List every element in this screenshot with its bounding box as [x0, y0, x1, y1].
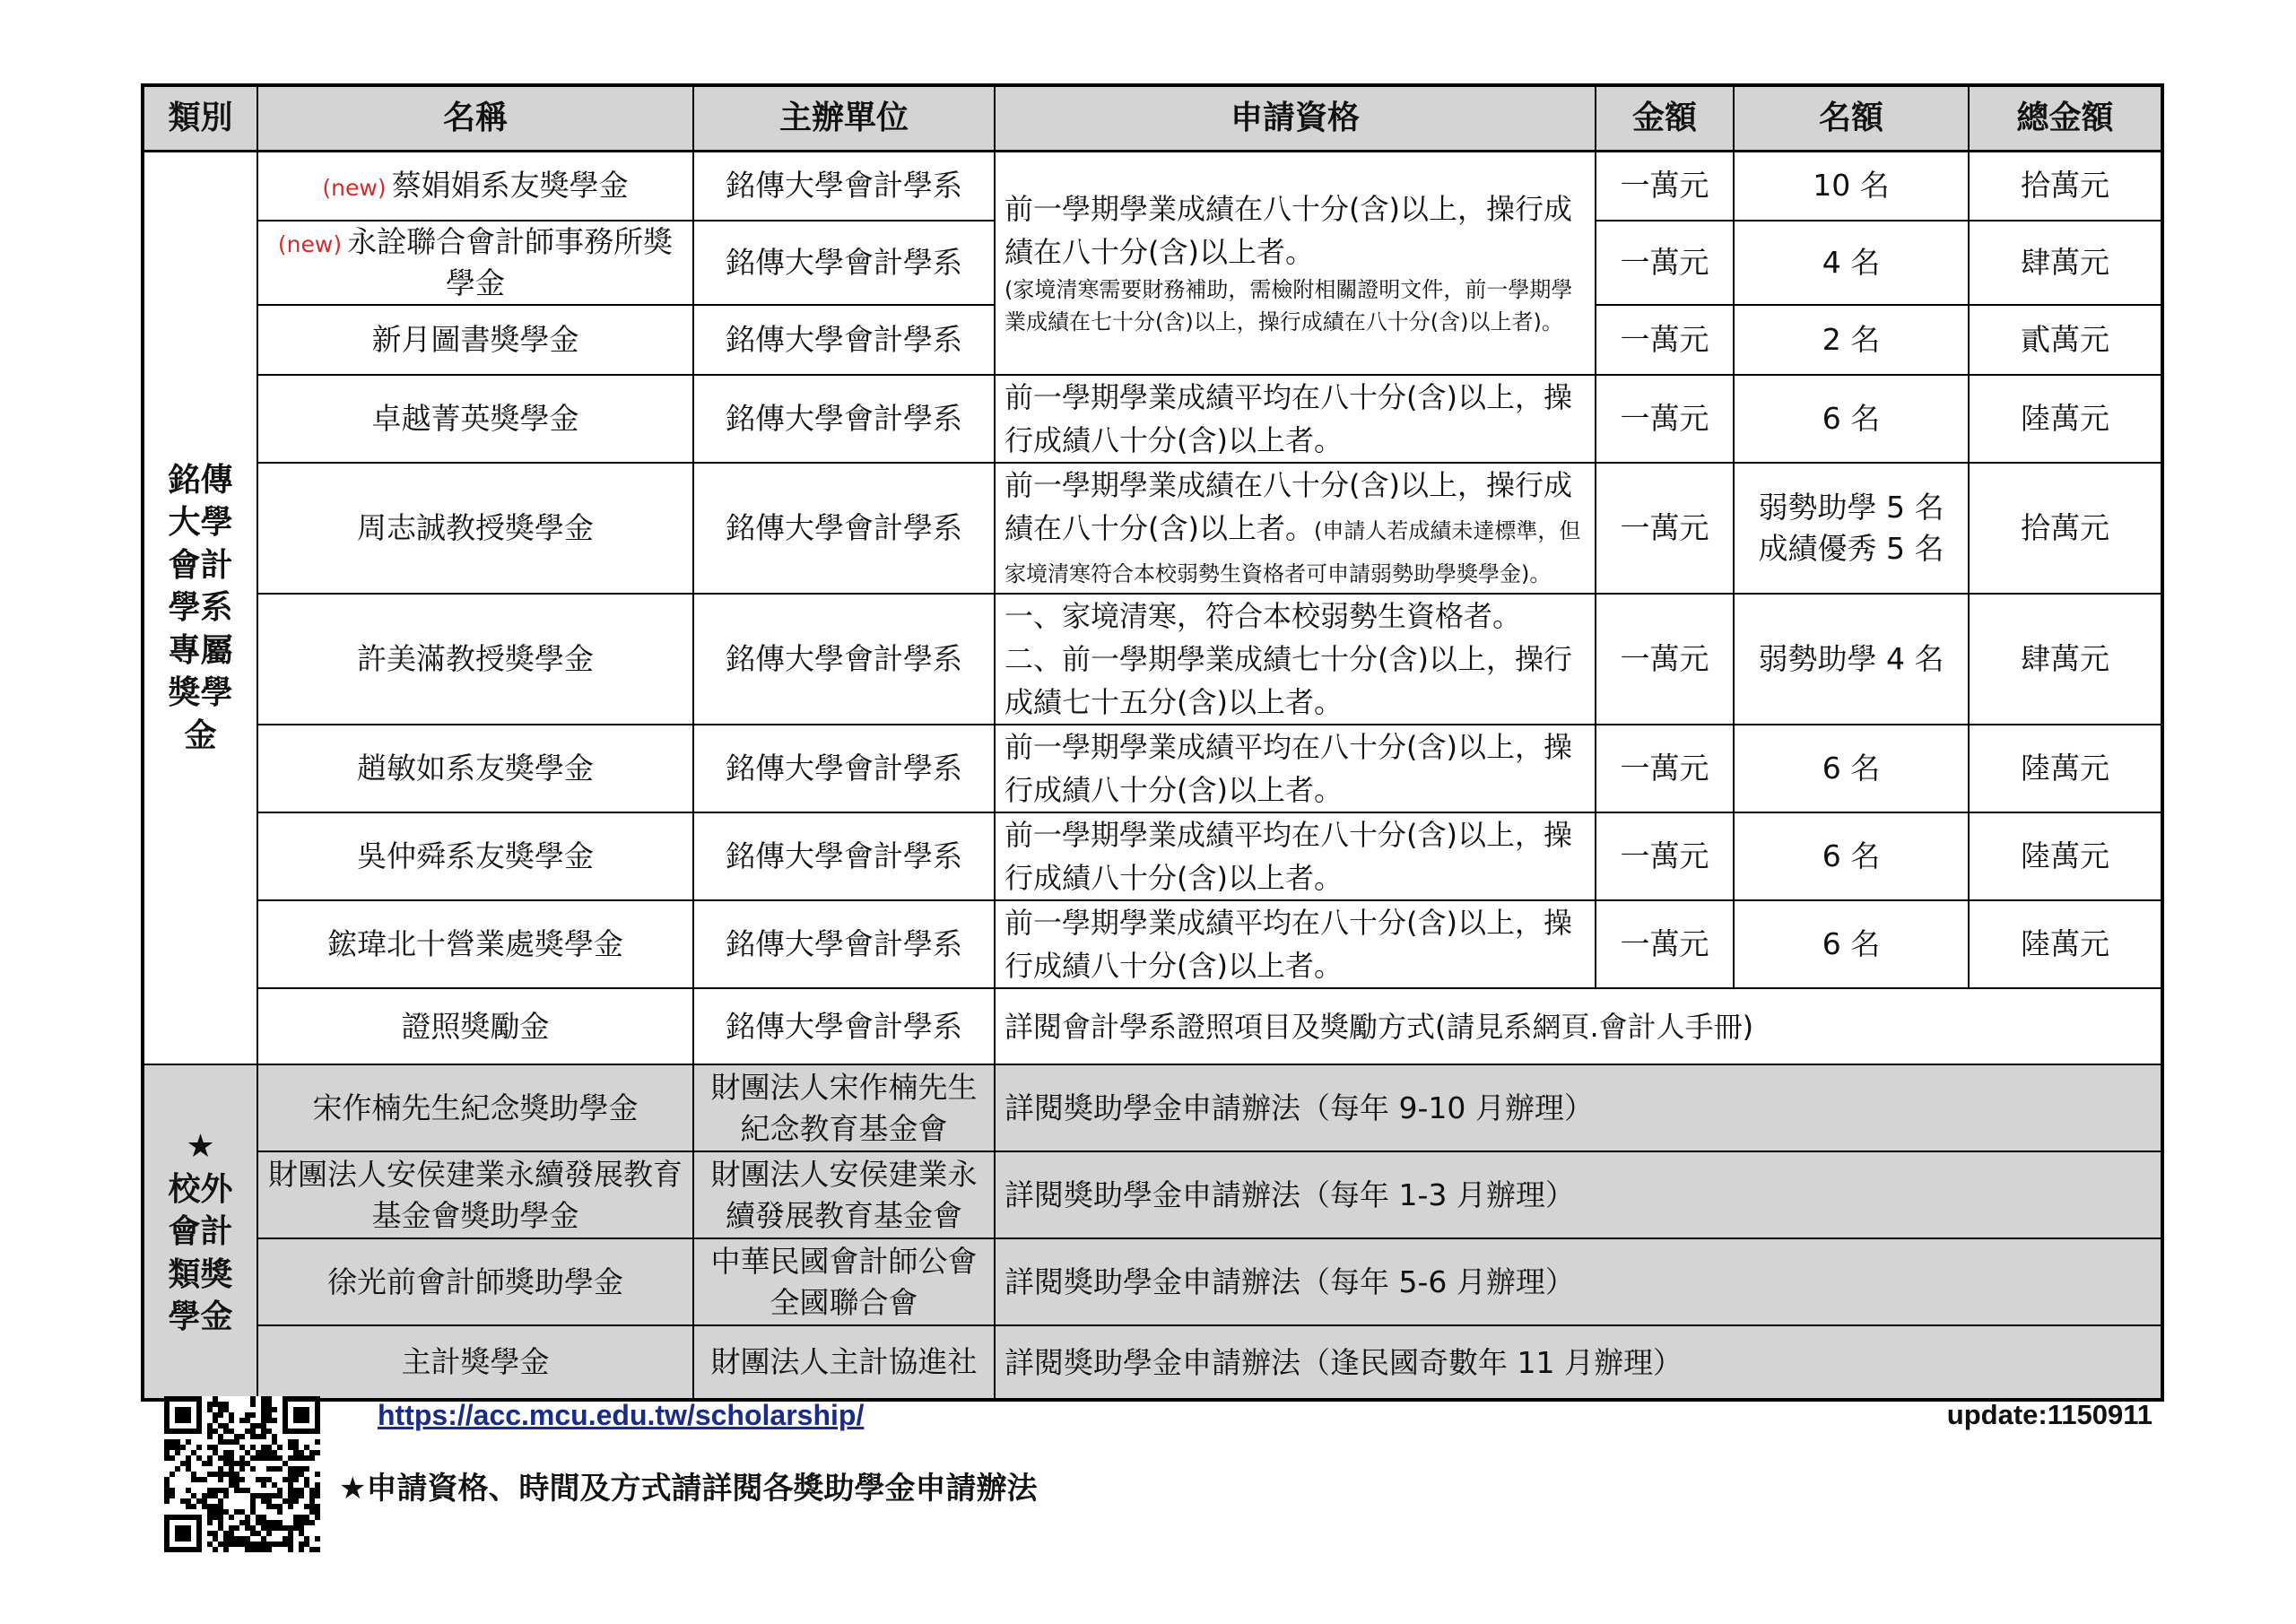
qualification-line: 二、前一學期學業成績七十分(含)以上，操行成績七十五分(含)以上者。 — [1004, 642, 1572, 720]
scholarship-name: 鋐瑋北十營業處獎學金 — [257, 900, 693, 988]
qualification-text: 前一學期學業成績在八十分(含)以上，操行成績在八十分(含)以上者。 — [1004, 192, 1572, 270]
header-quota: 名額 — [1734, 85, 1969, 151]
organizer-cell: 銘傳大學會計學系 — [693, 221, 995, 305]
quota-cell: 6 名 — [1734, 375, 1969, 463]
header-qualification: 申請資格 — [995, 85, 1596, 151]
qualification-text: 前一學期學業成績在八十分(含)以上，操行成績在八十分(含)以上者。 — [1004, 468, 1572, 546]
quota-cell — [1734, 463, 1969, 594]
amount-cell: 一萬元 — [1596, 375, 1734, 463]
scholarship-name: 許美滿教授獎學金 — [257, 594, 693, 725]
organizer-cell: 財團法人主計協進社 — [693, 1325, 995, 1400]
amount-cell: 一萬元 — [1596, 594, 1734, 725]
quota-line: 成績優秀 5 名 — [1758, 531, 1944, 567]
total-cell: 陸萬元 — [1969, 812, 2162, 900]
qualification-cell: 前一學期學業成績平均在八十分(含)以上，操行成績八十分(含)以上者。 — [995, 812, 1596, 900]
table-row — [143, 1064, 2162, 1151]
quota-cell: 10 名 — [1734, 151, 1969, 221]
scholarship-name: 證照獎勵金 — [257, 988, 693, 1064]
category-internal: 銘傳大學會計學系專屬獎學金 — [143, 151, 257, 1064]
total-cell: 陸萬元 — [1969, 375, 2162, 463]
table-row — [143, 988, 2162, 1064]
qualification-cell: 詳閱獎助學金申請辦法（每年 1-3 月辦理） — [995, 1151, 2162, 1238]
organizer-cell: 銘傳大學會計學系 — [693, 725, 995, 812]
organizer-cell: 財團法人安侯建業永續發展教育基金會 — [693, 1151, 995, 1238]
amount-cell: 一萬元 — [1596, 305, 1734, 375]
amount-cell: 一萬元 — [1596, 725, 1734, 812]
qualification-cell: 前一學期學業成績平均在八十分(含)以上，操行成績八十分(含)以上者。 — [995, 375, 1596, 463]
scholarship-name: 主計獎學金 — [257, 1325, 693, 1400]
quota-cell: 6 名 — [1734, 900, 1969, 988]
scholarship-name: 徐光前會計師獎助學金 — [257, 1238, 693, 1325]
total-cell: 陸萬元 — [1969, 725, 2162, 812]
scholarship-name: 吳仲舜系友獎學金 — [257, 812, 693, 900]
qualification-cell: 詳閱會計學系證照項目及獎勵方式(請見系網頁.會計人手冊) — [995, 988, 2162, 1064]
scholarship-name: 財團法人安侯建業永續發展教育基金會獎助學金 — [257, 1151, 693, 1238]
quota-line: 弱勢助學 5 名 — [1758, 490, 1944, 525]
table-row — [143, 1238, 2162, 1325]
qualification-cell: 詳閱獎助學金申請辦法（每年 5-6 月辦理） — [995, 1238, 2162, 1325]
scholarship-link[interactable]: https://acc.mcu.edu.tw/scholarship/ — [378, 1399, 865, 1431]
header-amount: 金額 — [1596, 85, 1734, 151]
total-cell: 肆萬元 — [1969, 221, 2162, 305]
scholarship-name: (new) 永詮聯合會計師事務所獎學金 — [257, 221, 693, 305]
table-row — [143, 900, 2162, 988]
organizer-cell: 中華民國會計師公會全國聯合會 — [693, 1238, 995, 1325]
qualification-line: 一、家境清寒，符合本校弱勢生資格者。 — [1004, 599, 1522, 634]
qualification-cell: 詳閱獎助學金申請辦法（逢民國奇數年 11 月辦理） — [995, 1325, 2162, 1400]
organizer-cell: 銘傳大學會計學系 — [693, 594, 995, 725]
header-row — [143, 85, 2162, 151]
amount-cell: 一萬元 — [1596, 463, 1734, 594]
quota-cell: 6 名 — [1734, 725, 1969, 812]
category-external: ★ 校外會計類獎學金 — [143, 1064, 257, 1400]
scholarship-name: 新月圖書獎學金 — [257, 305, 693, 375]
total-cell: 陸萬元 — [1969, 900, 2162, 988]
table-row — [143, 812, 2162, 900]
table-row — [143, 1325, 2162, 1400]
quota-cell: 4 名 — [1734, 221, 1969, 305]
qualification-cell — [995, 594, 1596, 725]
scholarship-table — [141, 83, 2164, 1402]
new-badge: (new) — [277, 231, 343, 257]
header-category: 類別 — [143, 85, 257, 151]
shared-qualification-cell — [995, 151, 1596, 375]
new-badge: (new) — [322, 175, 387, 202]
scholarship-name: 趙敏如系友獎學金 — [257, 725, 693, 812]
total-cell: 拾萬元 — [1969, 463, 2162, 594]
footnote: ★申請資格、時間及方式請詳閱各獎助學金申請辦法 — [339, 1471, 1038, 1507]
quota-cell: 2 名 — [1734, 305, 1969, 375]
amount-cell: 一萬元 — [1596, 812, 1734, 900]
scholarship-name: (new) 蔡娟娟系友獎學金 — [257, 151, 693, 221]
organizer-cell: 銘傳大學會計學系 — [693, 900, 995, 988]
total-cell: 肆萬元 — [1969, 594, 2162, 725]
table-row — [143, 594, 2162, 725]
table-row — [143, 725, 2162, 812]
amount-cell: 一萬元 — [1596, 151, 1734, 221]
header-organizer: 主辦單位 — [693, 85, 995, 151]
total-cell: 貳萬元 — [1969, 305, 2162, 375]
table-row — [143, 463, 2162, 594]
scholarship-name: 宋作楠先生紀念獎助學金 — [257, 1064, 693, 1151]
amount-cell: 一萬元 — [1596, 900, 1734, 988]
qualification-cell: 前一學期學業成績平均在八十分(含)以上，操行成績八十分(含)以上者。 — [995, 725, 1596, 812]
amount-cell: 一萬元 — [1596, 221, 1734, 305]
table-row — [143, 375, 2162, 463]
qualification-cell: 前一學期學業成績平均在八十分(含)以上，操行成績八十分(含)以上者。 — [995, 900, 1596, 988]
scholarship-name: 卓越菁英獎學金 — [257, 375, 693, 463]
header-total: 總金額 — [1969, 85, 2162, 151]
organizer-cell: 銘傳大學會計學系 — [693, 463, 995, 594]
qualification-cell — [995, 463, 1596, 594]
qualification-cell: 詳閱獎助學金申請辦法（每年 9-10 月辦理） — [995, 1064, 2162, 1151]
organizer-cell: 財團法人宋作楠先生紀念教育基金會 — [693, 1064, 995, 1151]
header-name: 名稱 — [257, 85, 693, 151]
star-icon: ★ — [186, 1128, 215, 1166]
quota-cell: 6 名 — [1734, 812, 1969, 900]
organizer-cell: 銘傳大學會計學系 — [693, 812, 995, 900]
scholarship-name: 周志誠教授獎學金 — [257, 463, 693, 594]
qr-code-icon[interactable] — [164, 1396, 320, 1552]
update-stamp: update:1150911 — [1946, 1399, 2152, 1430]
table-row — [143, 151, 2162, 221]
qualification-note: (申請人若成績未達標準，但家境清寒符合本校弱勢生資格者可申請弱勢助學獎學金)。 — [1004, 518, 1581, 587]
quota-cell: 弱勢助學 4 名 — [1734, 594, 1969, 725]
organizer-cell: 銘傳大學會計學系 — [693, 305, 995, 375]
qualification-note: (家境清寒需要財務補助，需檢附相關證明文件，前一學期學業成績在七十分(含)以上，操行成績在八十分(含)以上者)。 — [1004, 277, 1573, 335]
organizer-cell: 銘傳大學會計學系 — [693, 151, 995, 221]
total-cell: 拾萬元 — [1969, 151, 2162, 221]
organizer-cell: 銘傳大學會計學系 — [693, 988, 995, 1064]
table-row — [143, 1151, 2162, 1238]
organizer-cell: 銘傳大學會計學系 — [693, 375, 995, 463]
